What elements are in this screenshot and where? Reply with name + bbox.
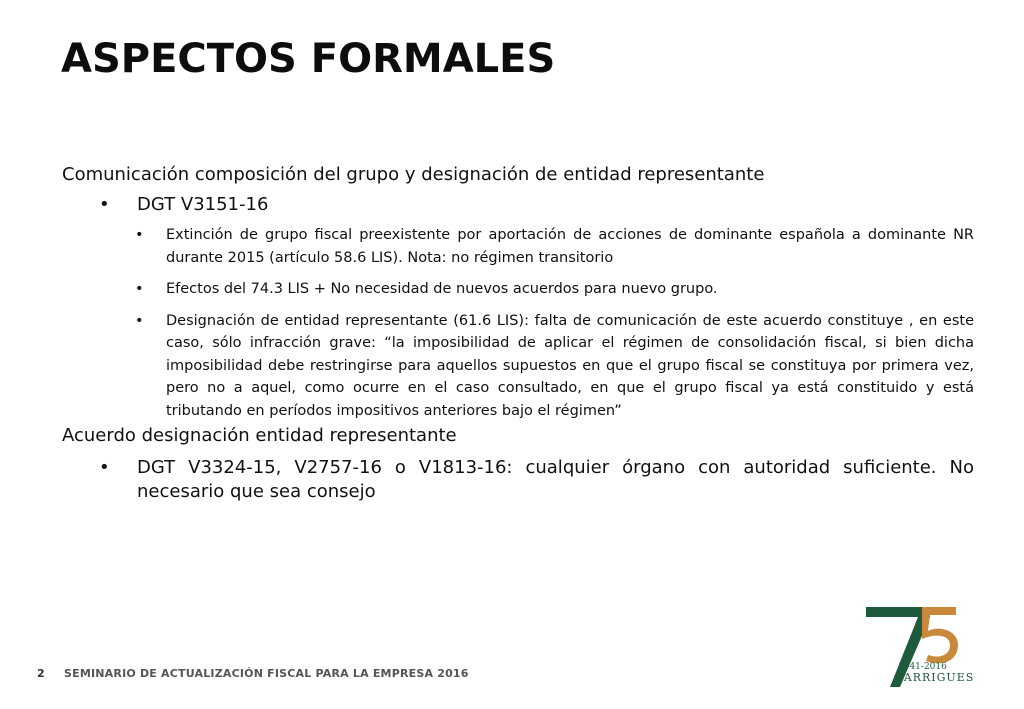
sub-bullet-item (62, 278, 974, 301)
sub-bullet-item (62, 224, 974, 269)
sub-bullet-text: Efectos del 74.3 LIS + No necesidad de nuevos acuerdos para nuevo grupo. (166, 281, 718, 297)
slide-content (62, 163, 974, 511)
sub-bullet-text: Designación de entidad representante (61.6 LIS): falta de comunicación de este acuerdo constituye , en este caso, sólo infracción grave: “la imposibilidad de aplicar el régimen de consolidación fiscal, si bien dicha imposibilidad debe restringirse para aquellos supuestos en que el grupo fiscal se constituya por primera vez, pero no a aquel, como ocurre en el caso consultado, en que el grupo fiscal ya está constituido y está tributando en períodos impositivos anteriores bajo el régimen” (166, 312, 974, 419)
logo-years: 1941-2016 (898, 662, 947, 672)
page-number: 2 (37, 667, 45, 680)
bullet-item (62, 456, 974, 504)
section-heading-agreement: Acuerdo designación entidad representante (62, 425, 457, 446)
logo-brand: GARRIGUES (894, 671, 975, 684)
footer-text: SEMINARIO DE ACTUALIZACIÓN FISCAL PARA LA EMPRESA 2016 (64, 667, 469, 680)
bullet-text: DGT V3324-15, V2757-16 o V1813-16: cualquier órgano con autoridad suficiente. No necesario que sea consejo (137, 457, 974, 502)
logo-five-shape (922, 607, 958, 663)
bullet-marker: • (135, 312, 144, 329)
bullet-item (62, 193, 974, 217)
bullet-text: DGT V3151-16 (137, 194, 269, 215)
bullet-marker: • (135, 227, 144, 243)
section-heading-communication: Comunicación composición del grupo y designación de entidad representante (62, 164, 765, 185)
bullet-marker: • (99, 457, 110, 478)
bullet-marker: • (99, 194, 110, 215)
sub-bullet-item (62, 310, 974, 423)
sub-bullet-text: Extinción de grupo fiscal preexistente por aportación de acciones de dominante española a dominante NR durante 2015 (artículo 58.6 LIS). Nota: no régimen transitorio (166, 227, 974, 266)
bullet-marker: • (135, 281, 144, 297)
page-title: ASPECTOS FORMALES (61, 36, 556, 82)
garrigues-75-logo (860, 603, 990, 688)
